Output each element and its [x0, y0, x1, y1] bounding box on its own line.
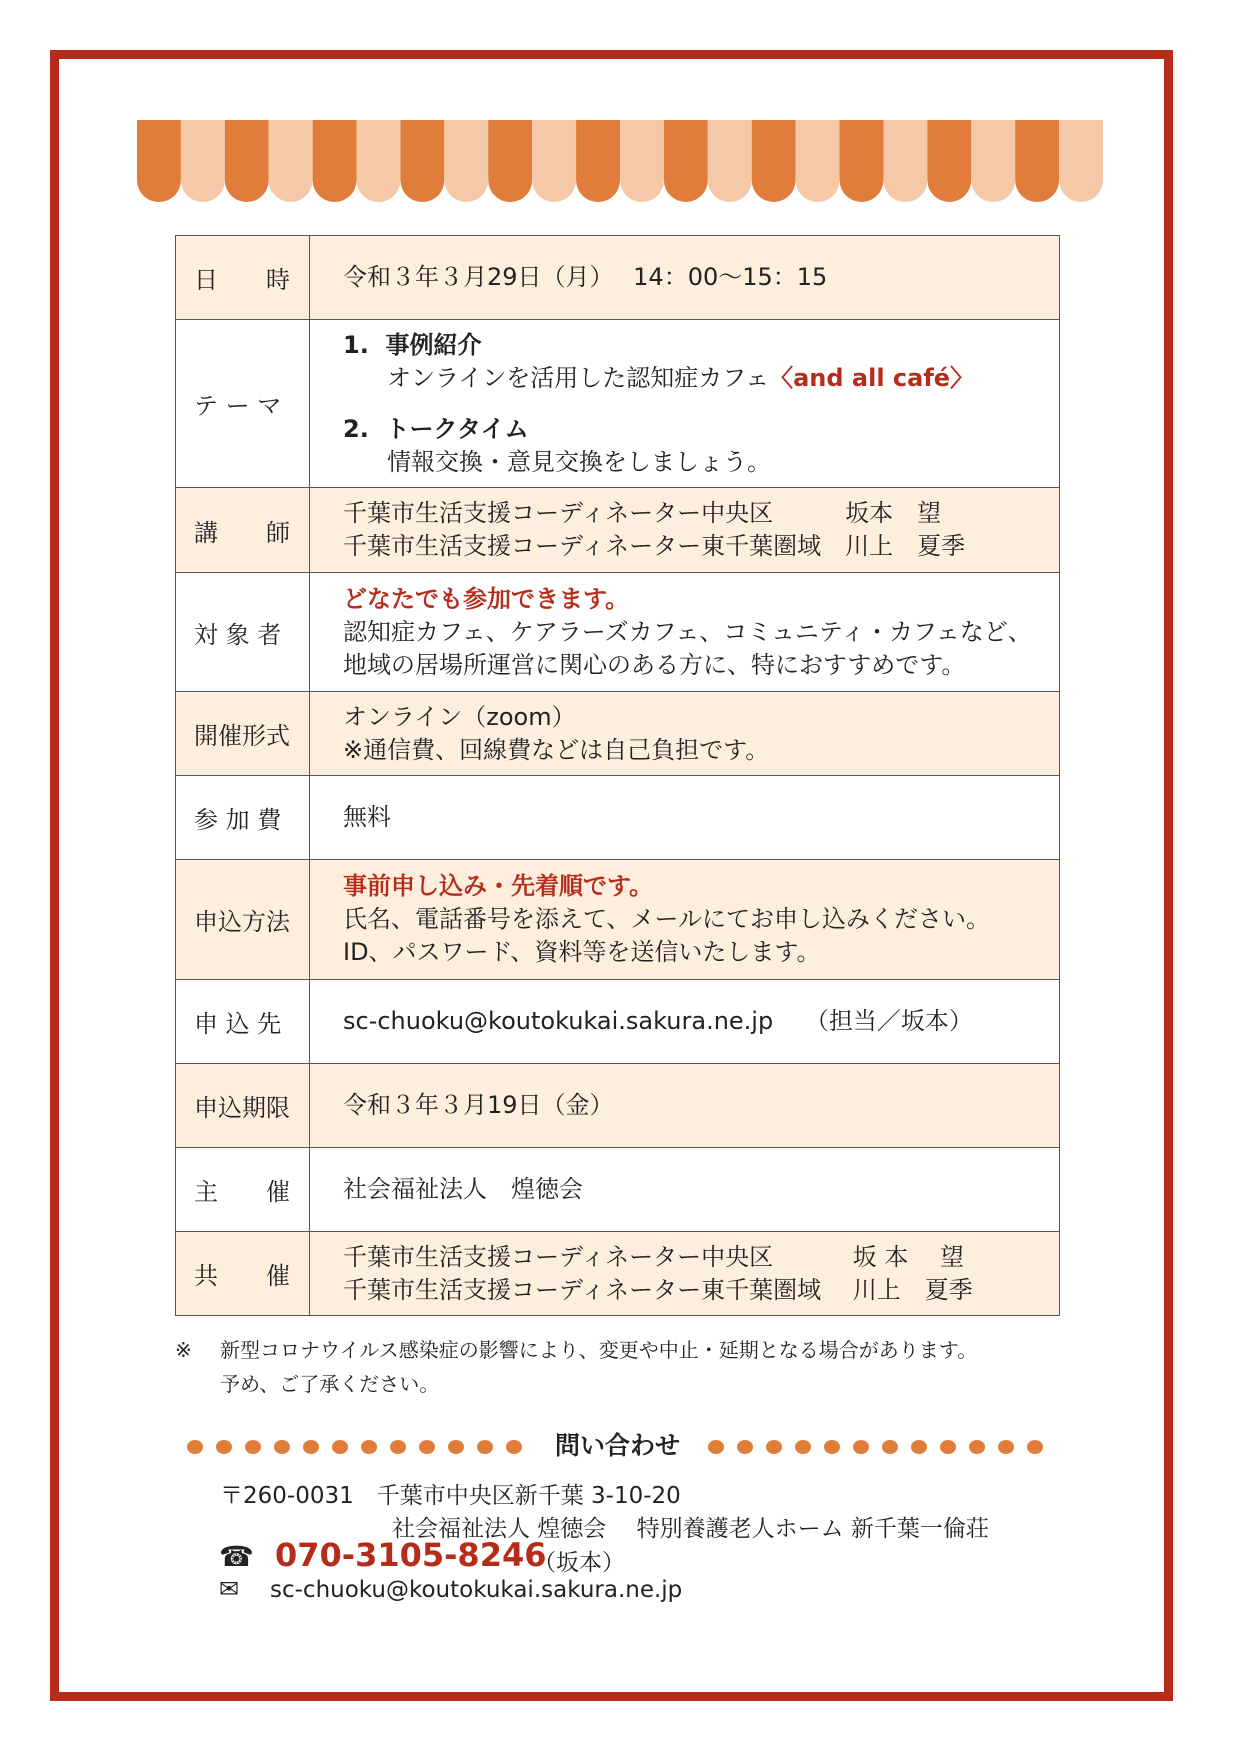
label-cohost: 共 催: [176, 1232, 310, 1316]
format-line2: ※通信費、回線費などは自己負担です。: [343, 735, 770, 764]
label-apply-to: 申 込 先: [176, 980, 310, 1064]
awning-stripe: [532, 120, 576, 202]
awning-stripe: [313, 120, 357, 202]
contact-title: 問い合わせ: [554, 1431, 680, 1460]
label-deadline: 申込期限: [176, 1064, 310, 1148]
mail-icon: ✉: [219, 1575, 240, 1603]
apply-to-email[interactable]: sc-chuoku@koutokukai.sakura.ne.jp （担当／坂本）: [343, 1007, 973, 1035]
row-apply-method: [176, 860, 1060, 980]
lecturer-line1: 千葉市生活支援コーディネーター中央区 坂本 望: [343, 499, 942, 527]
awning-stripe: [225, 120, 269, 202]
awning-stripe: [883, 120, 927, 202]
row-cohost: [176, 1232, 1060, 1316]
contact-address: 〒260-0031 千葉市中央区新千葉 3-10-20: [220, 1483, 681, 1509]
label-organizer: 主 催: [176, 1148, 310, 1232]
notice-line1: 新型コロナウイルス感染症の影響により、変更や中止・延期となる場合があります。: [220, 1338, 978, 1362]
theme-item2-text: 情報交換・意見交換をしましょう。: [387, 447, 771, 476]
row-theme: [176, 320, 1060, 488]
apply-method-highlight: 事前申し込み・先着順です。: [343, 872, 654, 900]
contact-phone[interactable]: 070-3105-8246: [275, 1536, 547, 1574]
theme-item1-text: オンラインを活用した認知症カフェ〈and all café〉: [387, 363, 975, 392]
awning-decoration: [137, 120, 1103, 202]
notice-line2: 予め、ご了承ください。: [220, 1372, 440, 1396]
awning-stripe: [576, 120, 620, 202]
awning-stripe: [664, 120, 708, 202]
dots-right: [708, 1440, 1043, 1454]
row-fee: [176, 776, 1060, 860]
datetime-value: 令和３年３月29日（月） 14：00～15：15: [343, 263, 828, 291]
row-apply-to: [176, 980, 1060, 1064]
label-lecturer: 講 師: [176, 488, 310, 573]
label-apply-method: 申込方法: [176, 860, 310, 980]
awning-stripe: [488, 120, 532, 202]
theme-item1-title: 1. 事例紹介: [343, 330, 482, 359]
awning-stripe: [1059, 120, 1103, 202]
row-organizer: [176, 1148, 1060, 1232]
awning-stripe: [708, 120, 752, 202]
awning-stripe: [971, 120, 1015, 202]
row-target: [176, 573, 1060, 692]
awning-stripe: [796, 120, 840, 202]
lecturer-line2: 千葉市生活支援コーディネーター東千葉圏域 川上 夏季: [343, 532, 966, 560]
label-theme: テ ー マ: [176, 320, 310, 488]
row-lecturer: [176, 488, 1060, 573]
notice-mark: ※: [175, 1338, 192, 1362]
label-fee: 参 加 費: [176, 776, 310, 860]
awning-stripe: [269, 120, 313, 202]
awning-stripe: [1015, 120, 1059, 202]
awning-stripe: [357, 120, 401, 202]
target-line2: 地域の居場所運営に関心のある方に、特におすすめです。: [343, 650, 966, 679]
label-format: 開催形式: [176, 692, 310, 776]
awning-stripe: [400, 120, 444, 202]
contact-organization: 社会福祉法人 煌徳会 特別養護老人ホーム 新千葉一倫荘: [392, 1516, 989, 1542]
theme-item1-highlight: 〈and all café〉: [769, 363, 975, 392]
row-format: [176, 692, 1060, 776]
awning-stripe: [840, 120, 884, 202]
event-info-table: [175, 235, 1060, 1316]
apply-method-line2: ID、パスワード、資料等を送信いたします。: [343, 938, 821, 966]
contact-email[interactable]: sc-chuoku@koutokukai.sakura.ne.jp: [270, 1577, 683, 1603]
awning-stripe: [444, 120, 488, 202]
row-deadline: [176, 1064, 1060, 1148]
awning-stripe: [927, 120, 971, 202]
awning-stripe: [181, 120, 225, 202]
fee-value: 無料: [343, 803, 391, 831]
label-target: 対 象 者: [176, 573, 310, 692]
awning-stripe: [620, 120, 664, 202]
target-line1: 認知症カフェ、ケアラーズカフェ、コミュニティ・カフェなど、: [343, 617, 1032, 646]
notice: [175, 1333, 977, 1401]
apply-method-line1: 氏名、電話番号を添えて、メールにてお申し込みください。: [343, 905, 991, 933]
row-datetime: [176, 236, 1060, 320]
theme-item2-title: 2. トークタイム: [343, 414, 529, 443]
cohost-line1: 千葉市生活支援コーディネーター中央区 坂 本 望: [343, 1242, 964, 1271]
contact-phone-person: （坂本）: [533, 1550, 625, 1576]
label-datetime: 日 時: [176, 236, 310, 320]
format-line1: オンライン（zoom）: [343, 702, 576, 731]
phone-icon: ☎: [219, 1540, 254, 1573]
target-highlight: どなたでも参加できます。: [343, 584, 630, 613]
awning-stripe: [752, 120, 796, 202]
contact-header: [175, 1422, 1060, 1462]
organizer-value: 社会福祉法人 煌徳会: [343, 1175, 583, 1203]
deadline-value: 令和３年３月19日（金）: [343, 1091, 614, 1119]
awning-stripe: [137, 120, 181, 202]
cohost-line2: 千葉市生活支援コーディネーター東千葉圏域 川上 夏季: [343, 1275, 973, 1304]
